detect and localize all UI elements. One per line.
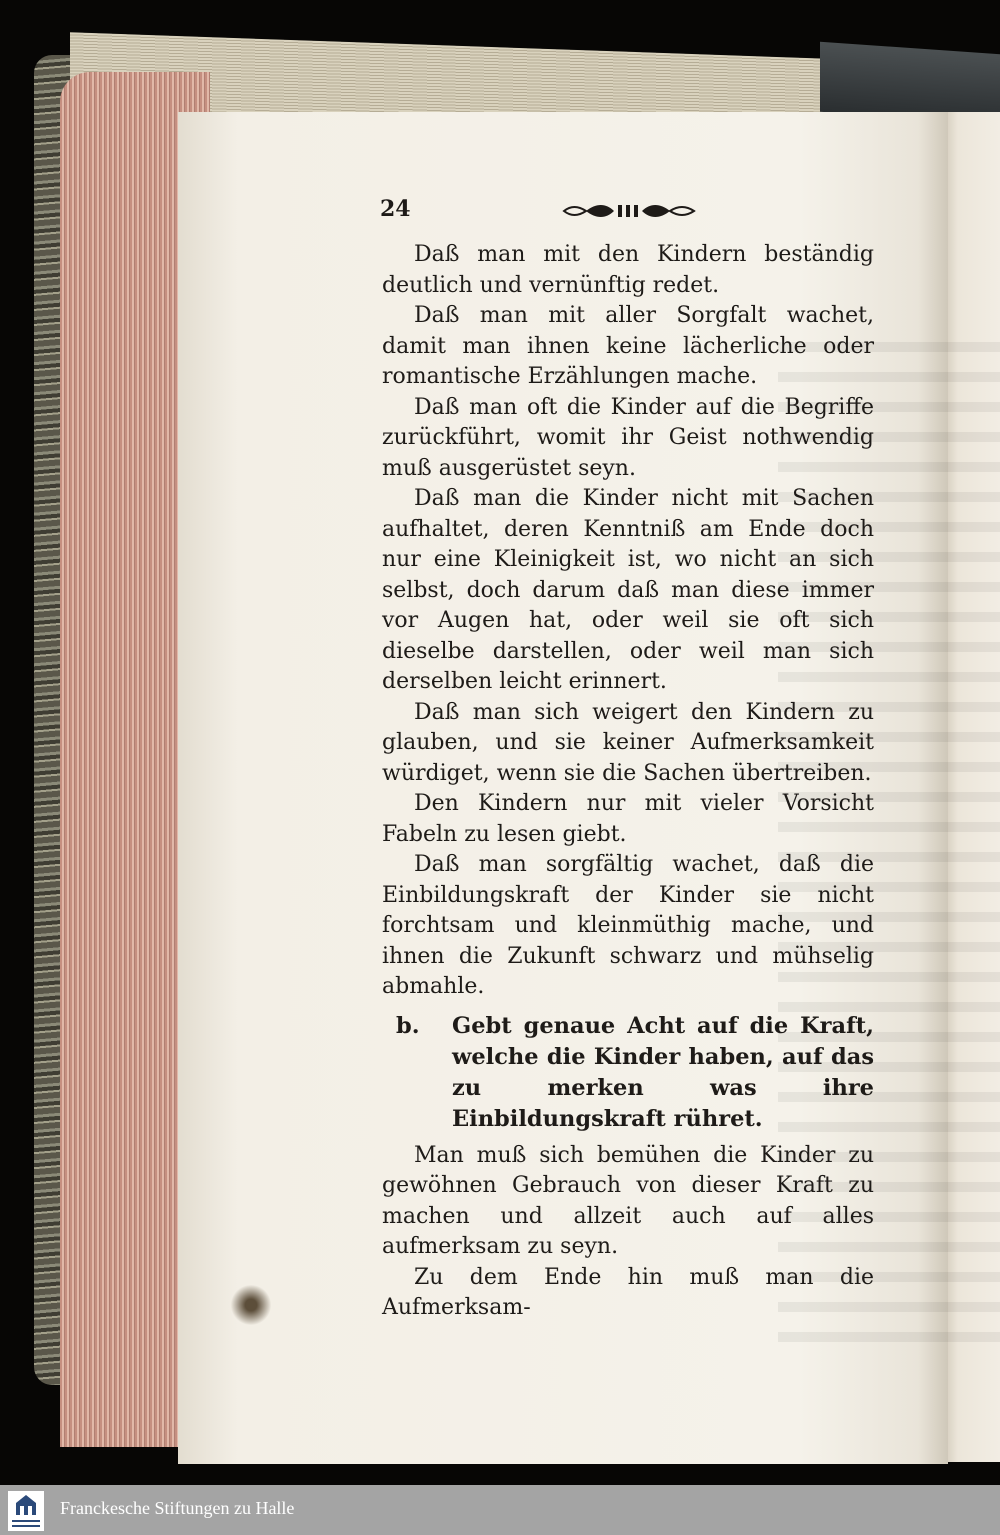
paragraph: Den Kindern nur mit vieler Vorsicht Fabeln zu lesen giebt. [382,791,874,847]
institution-logo[interactable] [8,1491,44,1531]
section-heading-text: Gebt genaue Acht auf die Kraft, welche die Kinder haben, auf das zu merken was ihre Einbildungskraft rühret. [452,1012,874,1132]
page-number: 24 [380,196,411,222]
paragraph: Daß man sich weigert den Kindern zu glauben, und sie keiner Aufmerksamkeit würdiget, wenn sie die Sachen übertreiben. [382,699,874,786]
paragraph: Daß man oft die Kinder auf die Begriffe zurückführt, womit ihr Geist nothwendig muß ausgerüstet seyn. [382,394,874,481]
page-text [382,240,874,1324]
paragraph: Daß man sorgfältig wachet, daß die Einbildungskraft der Kinder sie nicht forchtsam und kleinmüthig mache, und ihnen die Zukunft schwarz und mühselig abmahle. [382,852,874,999]
paragraph: Daß man die Kinder nicht mit Sachen aufhaltet, deren Kenntniß am Ende doch nur eine Kleinigkeit ist, wo nicht an sich selbst, doch darum daß man diese immer vor Augen hat, oder weil sie oft sich dieselbe darstellen, oder weil man sich derselben leicht erinnert. [382,486,874,694]
section-marker: b. [396,1012,420,1039]
paragraph: Daß man mit aller Sorgfalt wachet, damit man ihnen keine lächerliche oder romantische Erzählungen mache. [382,303,874,389]
paragraph: Man muß sich bemühen die Kinder zu gewöhnen Gebrauch von dieser Kraft zu machen und allzeit auch auf alles aufmerksam zu seyn. [382,1142,874,1259]
section-heading [382,1011,874,1135]
page-stain [230,1285,272,1325]
institution-name[interactable]: Franckesche Stiftungen zu Halle [60,1498,295,1518]
footer-bar [0,1485,1000,1535]
header-ornament [560,199,700,223]
paragraph: Zu dem Ende hin muß man die Aufmerksam- [382,1264,874,1320]
paragraph: Daß man mit den Kindern beständig deutlich und vernünftig redet. [382,242,874,298]
